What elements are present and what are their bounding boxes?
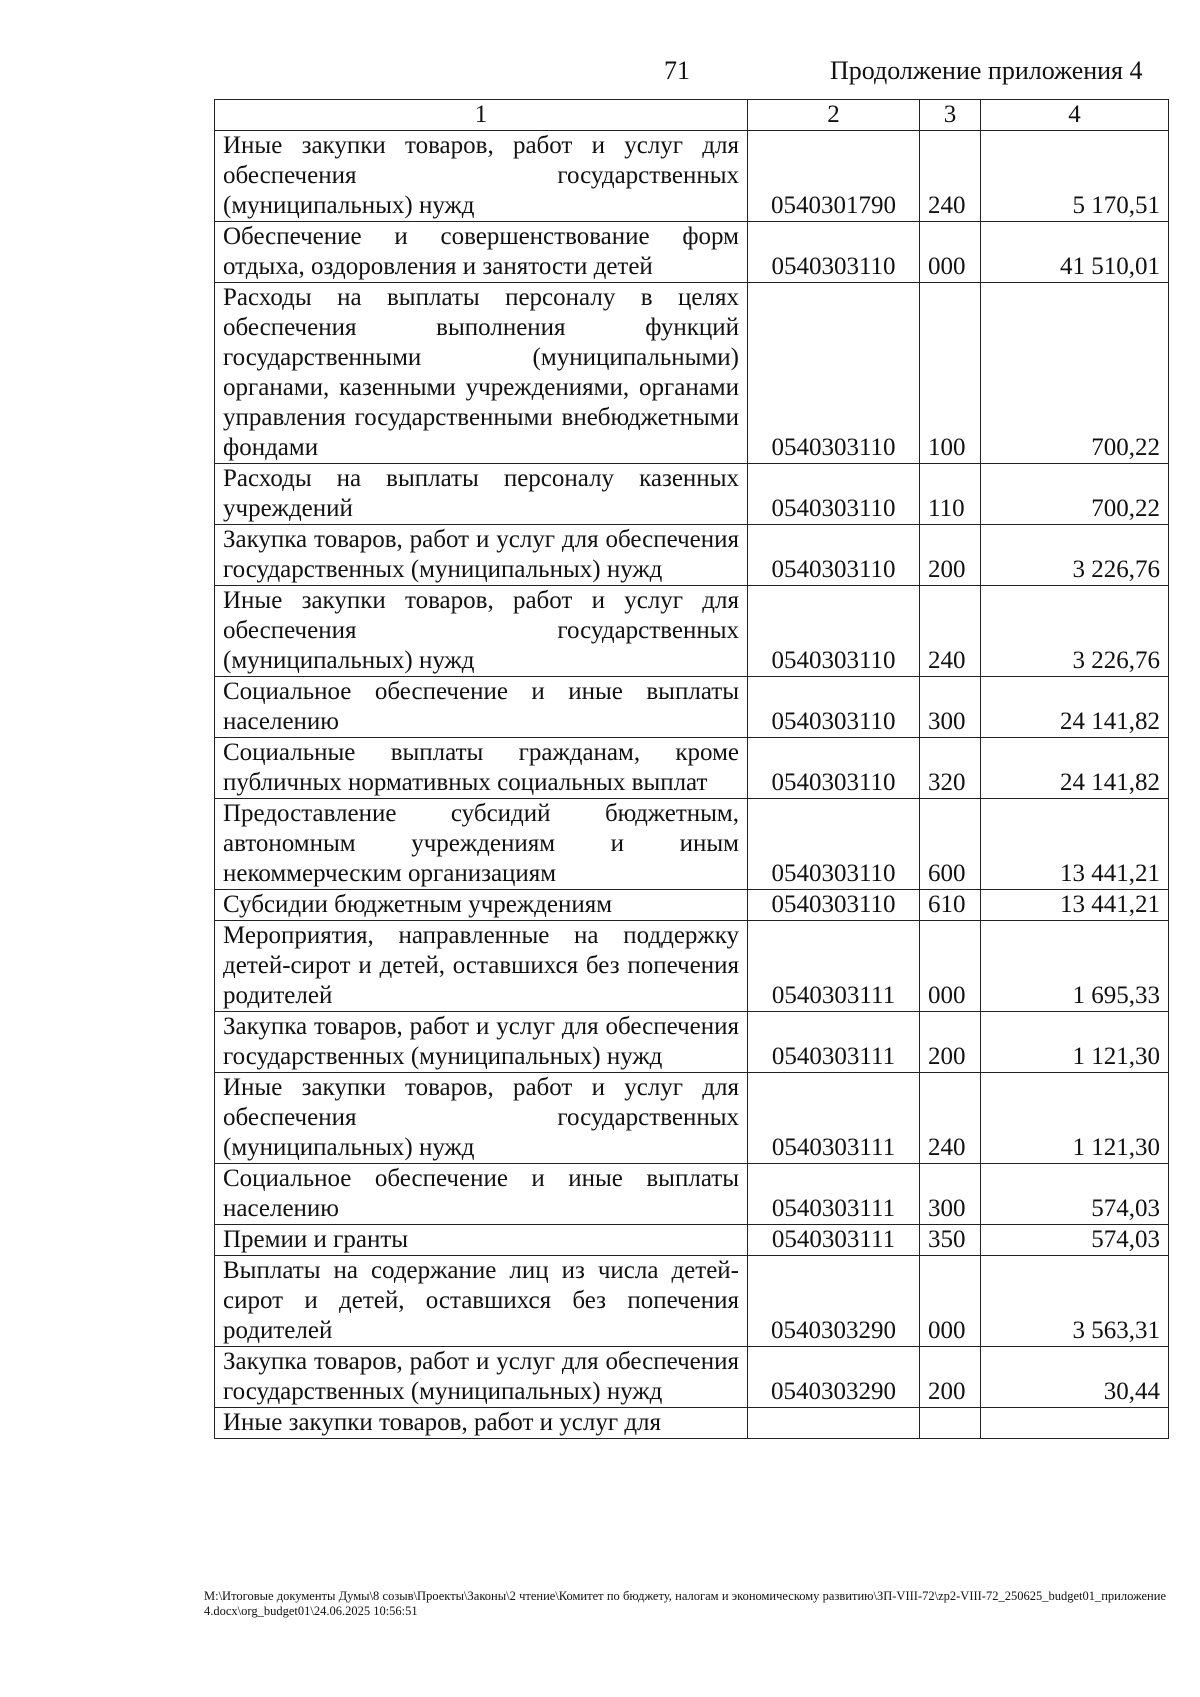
row-name: Субсидии бюджетным учреждениям — [215, 890, 748, 921]
row-code: 0540303110 — [748, 222, 920, 283]
row-code: 0540303110 — [748, 586, 920, 677]
row-expense-type: 240 — [920, 586, 981, 677]
table-header-row — [215, 100, 1169, 131]
table-body — [215, 131, 1169, 1439]
row-code: 0540301790 — [748, 131, 920, 222]
row-code — [748, 1408, 920, 1439]
row-expense-type — [920, 1408, 981, 1439]
row-expense-type: 110 — [920, 464, 981, 525]
row-code: 0540303110 — [748, 738, 920, 799]
row-name: Иные закупки товаров, работ и услуг для обеспечения государственных (муниципальных) нужд — [215, 586, 748, 677]
table-row — [215, 738, 1169, 799]
table-row — [215, 677, 1169, 738]
row-code: 0540303110 — [748, 799, 920, 890]
row-code: 0540303111 — [748, 1012, 920, 1073]
row-expense-type: 200 — [920, 1347, 981, 1408]
row-expense-type: 000 — [920, 921, 981, 1012]
column-header: 2 — [748, 100, 920, 131]
row-code: 0540303111 — [748, 1164, 920, 1225]
row-name: Социальное обеспечение и иные выплаты населению — [215, 677, 748, 738]
row-code: 0540303110 — [748, 677, 920, 738]
row-expense-type: 240 — [920, 131, 981, 222]
row-expense-type: 100 — [920, 283, 981, 464]
row-name: Расходы на выплаты персоналу в целях обеспечения выполнения функций государственными (муниципальными) органами, казенными учреждениями, органами управления государственными внебюджетными фондами — [215, 283, 748, 464]
row-amount: 5 170,51 — [981, 131, 1169, 222]
row-name: Иные закупки товаров, работ и услуг для обеспечения государственных (муниципальных) нужд — [215, 1073, 748, 1164]
row-expense-type: 000 — [920, 222, 981, 283]
row-name: Социальное обеспечение и иные выплаты населению — [215, 1164, 748, 1225]
table-row — [215, 1256, 1169, 1347]
table-row — [215, 1408, 1169, 1439]
row-name: Выплаты на содержание лиц из числа детей-сирот и детей, оставшихся без попечения родителей — [215, 1256, 748, 1347]
row-code: 0540303110 — [748, 525, 920, 586]
table-row — [215, 1073, 1169, 1164]
column-header: 1 — [215, 100, 748, 131]
row-code: 0540303110 — [748, 283, 920, 464]
row-name: Закупка товаров, работ и услуг для обеспечения государственных (муниципальных) нужд — [215, 1347, 748, 1408]
table-row — [215, 1347, 1169, 1408]
budget-table — [214, 99, 1169, 1439]
table-row — [215, 1225, 1169, 1256]
table-row — [215, 586, 1169, 677]
row-amount: 700,22 — [981, 464, 1169, 525]
table-row — [215, 464, 1169, 525]
row-code: 0540303111 — [748, 921, 920, 1012]
row-amount: 30,44 — [981, 1347, 1169, 1408]
row-expense-type: 350 — [920, 1225, 981, 1256]
row-amount: 574,03 — [981, 1225, 1169, 1256]
row-code: 0540303290 — [748, 1256, 920, 1347]
row-expense-type: 600 — [920, 799, 981, 890]
row-amount: 13 441,21 — [981, 799, 1169, 890]
row-expense-type: 000 — [920, 1256, 981, 1347]
continuation-title: Продолжение приложения 4 — [830, 56, 1143, 85]
row-expense-type: 300 — [920, 677, 981, 738]
row-amount: 3 563,31 — [981, 1256, 1169, 1347]
row-code: 0540303290 — [748, 1347, 920, 1408]
table-row — [215, 921, 1169, 1012]
row-amount — [981, 1408, 1169, 1439]
row-code: 0540303111 — [748, 1073, 920, 1164]
row-code: 0540303110 — [748, 464, 920, 525]
row-amount: 1 121,30 — [981, 1073, 1169, 1164]
row-name: Премии и гранты — [215, 1225, 748, 1256]
row-amount: 13 441,21 — [981, 890, 1169, 921]
row-amount: 3 226,76 — [981, 586, 1169, 677]
row-name: Предоставление субсидий бюджетным, автономным учреждениям и иным некоммерческим организациям — [215, 799, 748, 890]
row-expense-type: 240 — [920, 1073, 981, 1164]
table-row — [215, 283, 1169, 464]
row-amount: 3 226,76 — [981, 525, 1169, 586]
row-amount: 24 141,82 — [981, 738, 1169, 799]
table-row — [215, 1012, 1169, 1073]
table-row — [215, 799, 1169, 890]
row-name: Обеспечение и совершенствование форм отдыха, оздоровления и занятости детей — [215, 222, 748, 283]
page-number: 71 — [664, 56, 690, 85]
row-expense-type: 300 — [920, 1164, 981, 1225]
row-name: Закупка товаров, работ и услуг для обеспечения государственных (муниципальных) нужд — [215, 525, 748, 586]
row-code: 0540303110 — [748, 890, 920, 921]
row-amount: 1 695,33 — [981, 921, 1169, 1012]
row-name: Иные закупки товаров, работ и услуг для — [215, 1408, 748, 1439]
table-row — [215, 890, 1169, 921]
row-code: 0540303111 — [748, 1225, 920, 1256]
row-expense-type: 610 — [920, 890, 981, 921]
row-name: Закупка товаров, работ и услуг для обеспечения государственных (муниципальных) нужд — [215, 1012, 748, 1073]
row-amount: 24 141,82 — [981, 677, 1169, 738]
row-amount: 41 510,01 — [981, 222, 1169, 283]
row-expense-type: 200 — [920, 1012, 981, 1073]
table-row — [215, 525, 1169, 586]
table-row — [215, 131, 1169, 222]
table-row — [215, 1164, 1169, 1225]
row-expense-type: 320 — [920, 738, 981, 799]
row-expense-type: 200 — [920, 525, 981, 586]
table-row — [215, 222, 1169, 283]
column-header: 3 — [920, 100, 981, 131]
column-header: 4 — [981, 100, 1169, 131]
row-amount: 574,03 — [981, 1164, 1169, 1225]
footer-file-path: M:\Итоговые документы Думы\8 созыв\Проекты\Законы\2 чтение\Комитет по бюджету, налогам и экономическому развитию\ЗП-VIII-72\zp2-VIII-72_250625_budget01_приложение4.docx\org_budget01\24.06.2025 10:56:51 — [204, 1589, 1166, 1618]
row-name: Социальные выплаты гражданам, кроме публичных нормативных социальных выплат — [215, 738, 748, 799]
row-amount: 700,22 — [981, 283, 1169, 464]
row-name: Иные закупки товаров, работ и услуг для обеспечения государственных (муниципальных) нужд — [215, 131, 748, 222]
row-name: Расходы на выплаты персоналу казенных учреждений — [215, 464, 748, 525]
row-name: Мероприятия, направленные на поддержку детей-сирот и детей, оставшихся без попечения родителей — [215, 921, 748, 1012]
row-amount: 1 121,30 — [981, 1012, 1169, 1073]
